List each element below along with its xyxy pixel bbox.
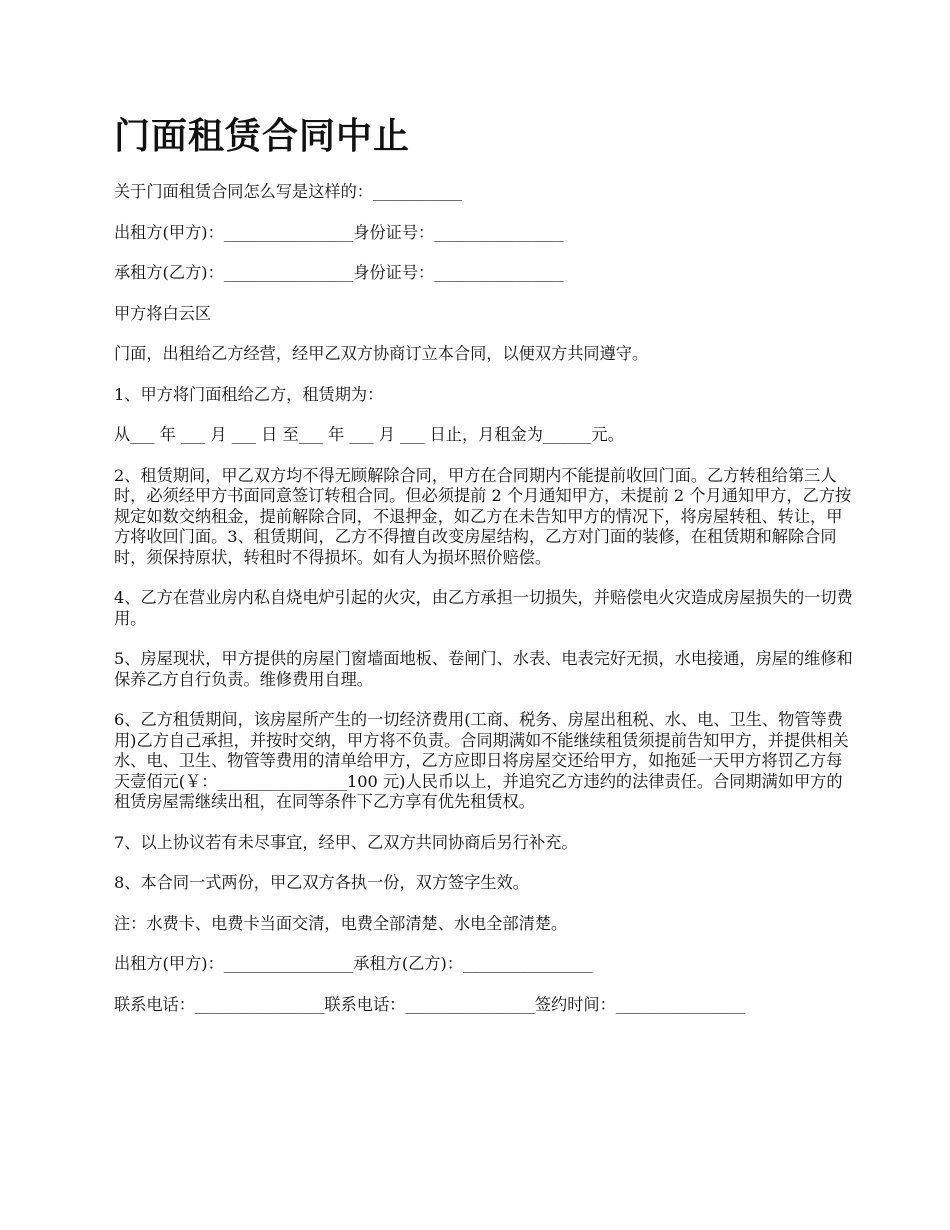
document-title: 门面租赁合同中止 (114, 115, 411, 157)
clause-4: 4、乙方在营业房内私自烧电炉引起的火灾，由乙方承担一切损失，并赔偿电火灾造成房屋损失的一切费用。 (114, 588, 853, 628)
clause-6: 6、乙方租赁期间，该房屋所产生的一切经济费用(工商、税务、房屋出租税、水、电、卫生、物管等费用)乙方自己承担，并按时交纳，甲方将不负责。合同期满如不能继续租赁须提前告知甲方，并提供相关水、电、卫生、物管等费用的清单给甲方，乙方应即日将房屋交还给甲方，如拖延一天甲方将罚乙方每天壹佰元(￥：________________100 元)人民币以上，并追究乙方违约的法律责任。合同期满如甲方的租赁房屋需继续出租，在同等条件下乙方享有优先租赁权。 (114, 710, 849, 811)
clause-7: 7、以上协议若有未尽事宜，经甲、乙双方共同协商后另行补充。 (114, 832, 578, 852)
location-line: 甲方将白云区 (114, 303, 212, 323)
purpose-paragraph: 门面，出租给乙方经营，经甲乙双方协商订立本合同，以便双方共同遵守。 (114, 344, 649, 363)
document-page (114, 112, 854, 1035)
lease-term-line: 从___ 年 ___ 月 ___ 日 至___ 年 ___ 月 ___ 日止，月租金为______元。 (114, 425, 624, 444)
clause-8: 8、本合同一式两份，甲乙双方各执一份，双方签字生效。 (114, 873, 529, 892)
clause-5: 5、房屋现状，甲方提供的房屋门窗墙面地板、卷闸门、水表、电表完好无损，水电接通，房屋的维修和保养乙方自行负责。维修费用自理。 (114, 649, 853, 689)
intro-paragraph: 关于门面租赁合同怎么写是这样的：___________ (114, 182, 463, 201)
clause-1: 1、甲方将门面租给乙方，租赁期为： (114, 384, 384, 404)
contact-line: 联系电话：________________联系电话：________________签约时间：________________ (114, 994, 746, 1014)
note-line: 注：水费卡、电费卡当面交清，电费全部清楚、水电全部清楚。 (114, 913, 568, 933)
clause-2-3: 2、租赁期间，甲乙双方均不得无顾解除合同，甲方在合同期内不能提前收回门面。乙方转租给第三人时，必须经甲方书面同意签订转租合同。但必须提前 2 个月通知甲方，未提前 2 个月通知甲方，乙方按规定如数交纳租金，提前解除合同，不退押金，如乙方在未告知甲方的情况下，将房屋转租、转让，甲方将收回门面。3、租赁期间，乙方不得擅自改变房屋结构，乙方对门面的装修，在租赁期和解除合同时，须保持原状，转租时不得损坏。如有人为损坏照价赔偿。 (114, 465, 852, 567)
lessee-line: 承租方(乙方)：________________身份证号：________________ (114, 263, 564, 282)
lessor-line: 出租方(甲方)：________________身份证号：________________ (114, 222, 564, 242)
signature-line: 出租方(甲方)：________________承租方(乙方)：________________ (114, 954, 593, 973)
